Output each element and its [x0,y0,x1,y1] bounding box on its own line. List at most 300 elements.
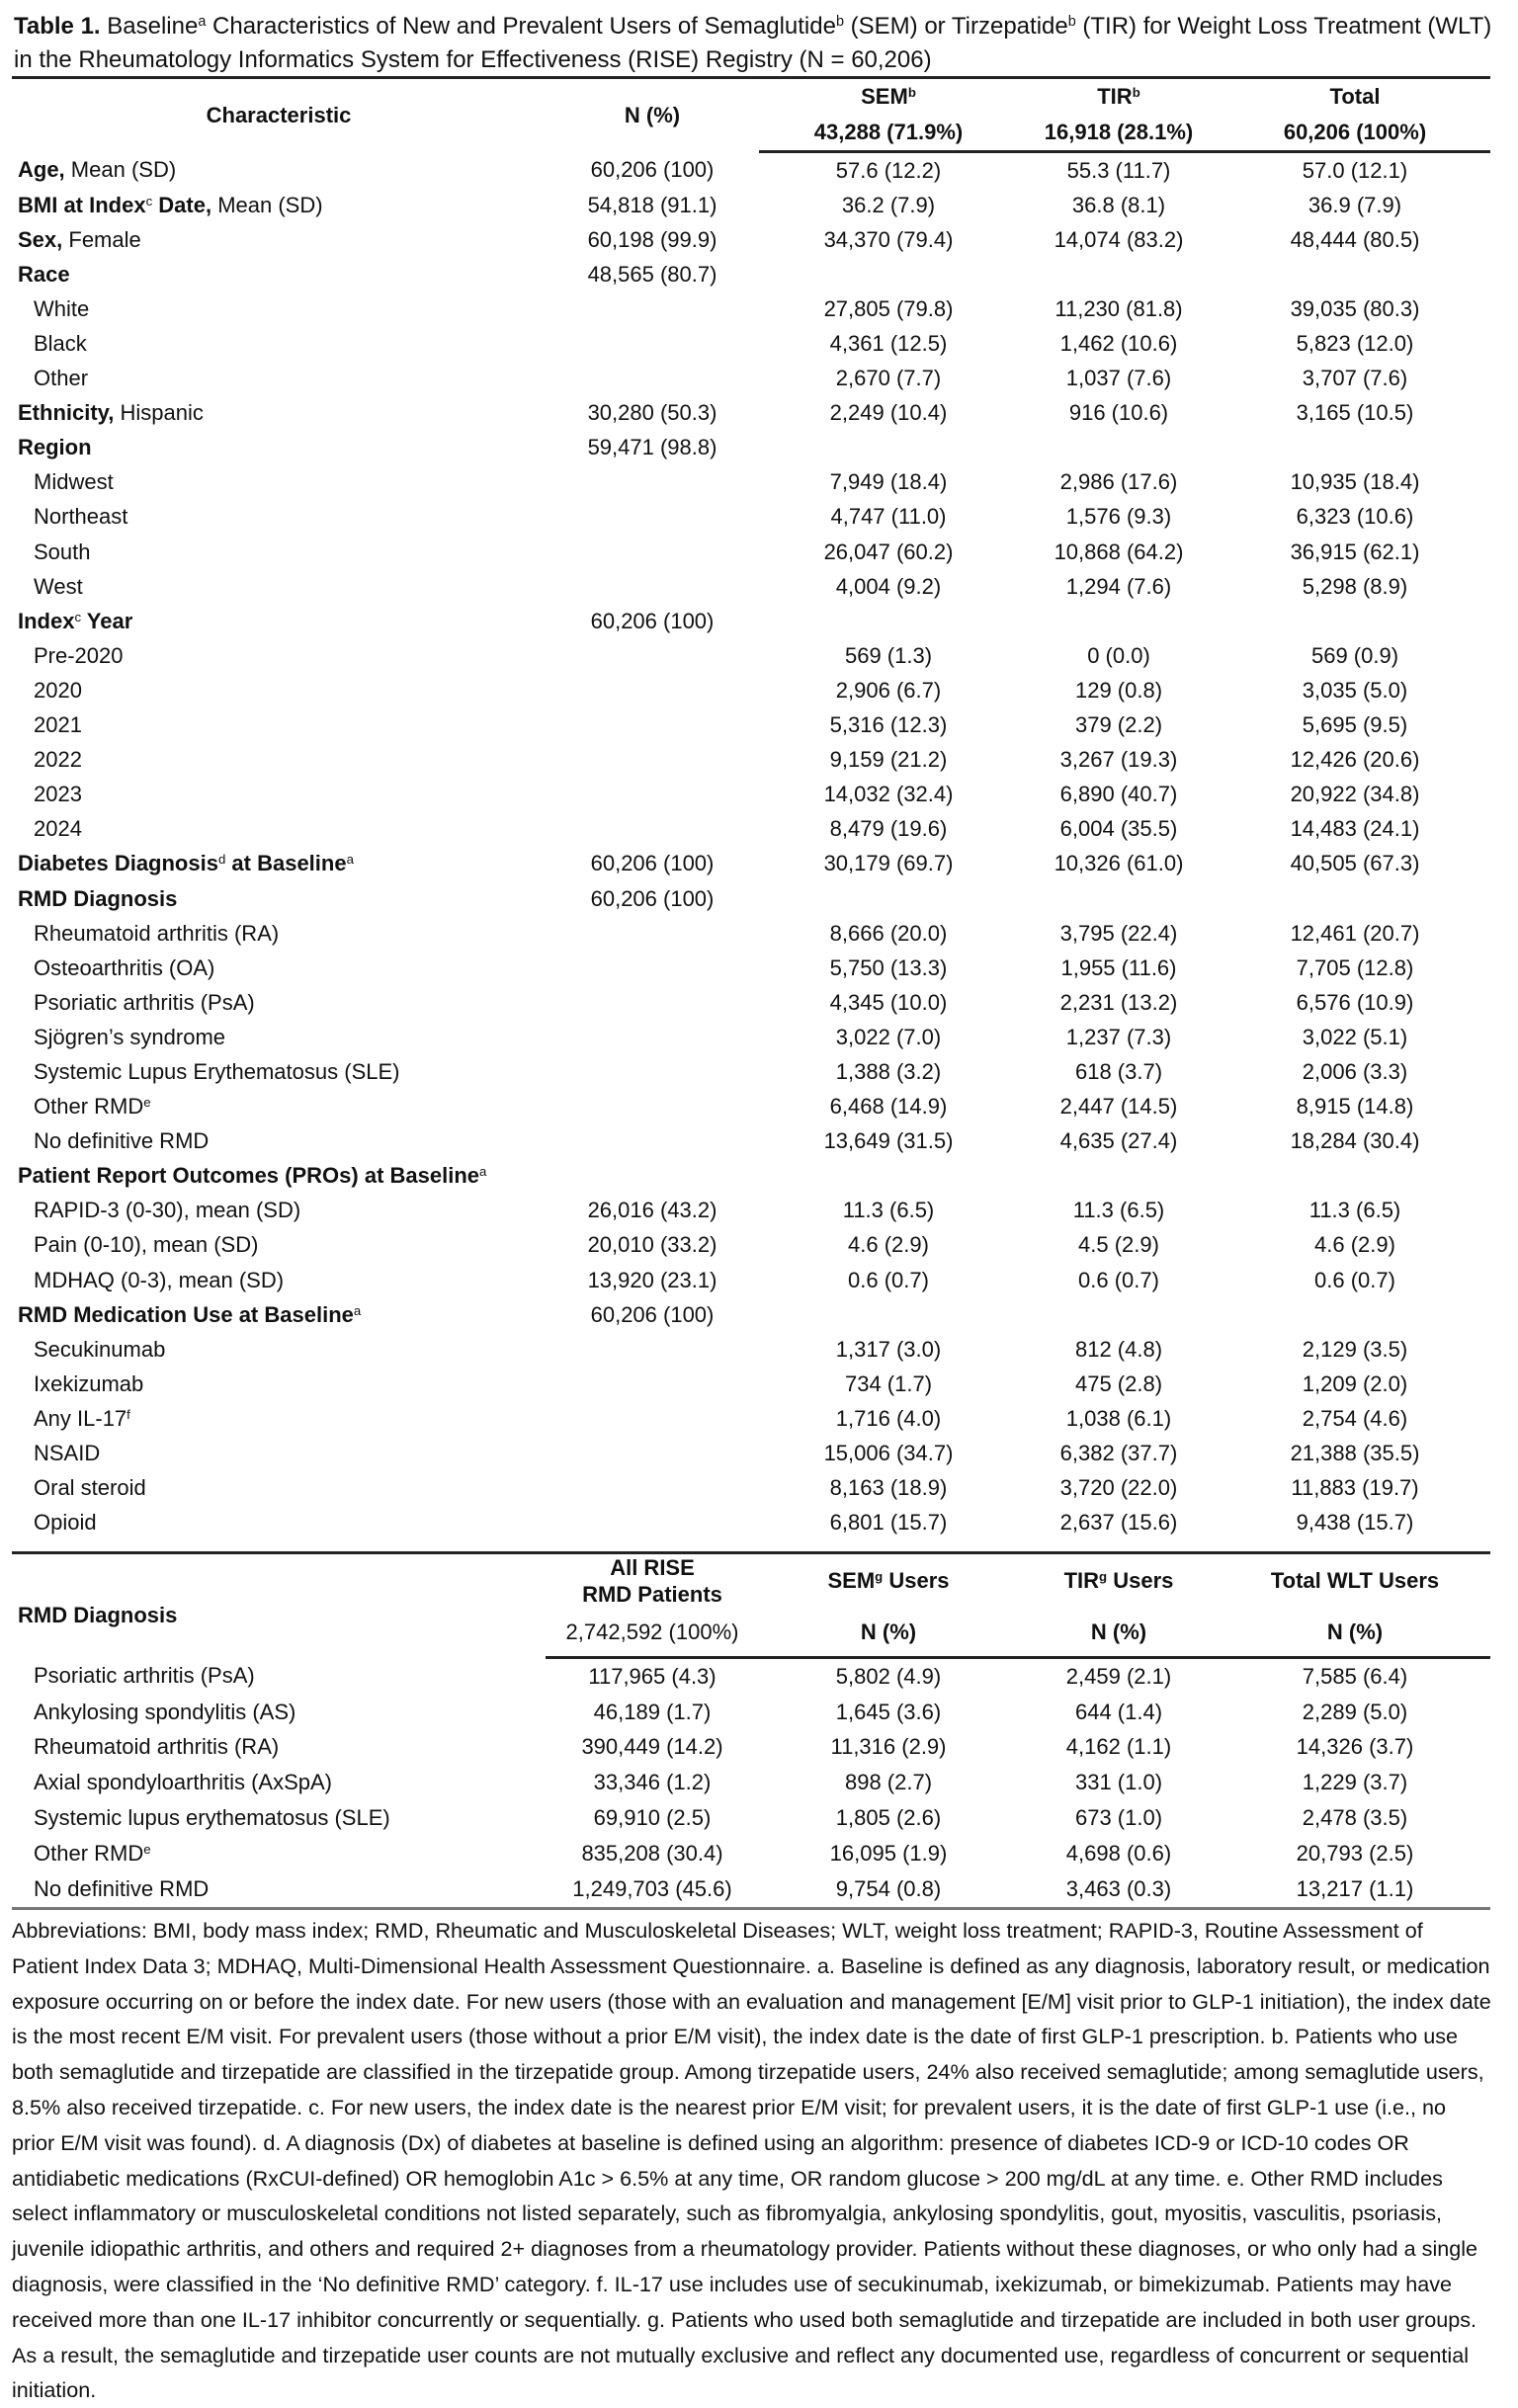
cell-tir: 618 (3.7) [1074,1058,1163,1084]
cell-sem: 5,802 (4.9) [835,1663,942,1689]
cell-n: 60,206 (100) [590,1301,715,1327]
header-all-rise-line1: All RISE [610,1555,695,1580]
cell-tot: 3,707 (7.6) [1302,366,1408,391]
table-row [12,326,1490,361]
label-text: Patient Report Outcomes (PROs) at Baseline [18,1163,479,1189]
label-text: MDHAQ (0-3), mean (SD) [34,1267,285,1292]
header-sem-n: 43,288 (71.9%) [759,115,1018,152]
label-text: Pain (0-10), mean (SD) [34,1232,259,1258]
cell-sem: 13,649 (31.5) [823,1128,954,1154]
cell-n: 30,280 (50.3) [587,400,717,426]
cell-tir: 3,267 (19.3) [1059,747,1178,773]
cell-sem: 8,666 (20.0) [829,920,948,946]
cell-sem [759,604,1018,638]
cell-sem [759,1159,1018,1194]
cell-sem: 27,805 (79.8) [823,295,954,321]
label-text: (SEM) or Tirzepatide [843,13,1068,40]
cell-sem: 8,479 (19.6) [829,816,948,842]
table-row [12,222,1490,257]
cell-sem: 898 (2.7) [844,1770,933,1795]
cell-n: 26,016 (43.2) [587,1198,717,1223]
label-text: Any IL-17 [34,1405,127,1431]
label-text: Other [34,366,89,391]
table-footnote: Abbreviations: BMI, body mass index; RMD, Rheumatic and Musculoskeletal Diseases; WLT, weight loss treatment; RAPID-3, Routine Assessment of Patient Index Data 3; MDHAQ, Multi-Dimensional Health Assessment Questionnaire. a. Baseline is defined as any diagnosis, laboratory result, or medication exposure occurring on or before the index date. For new users (those with an evaluation and management [E/M] visit prior to GLP-1 initiation), the index date is the most recent E/M visit. For prevalent users (those without a prior E/M visit), the index date is the date of first GLP-1 prescription. b. Patients who use both semaglutide and tirzepatide are classified in the tirzepatide group. Among tirzepatide users, 24% also received semaglutide; among semaglutide users, 8.5% also received tirzepatide. c. For new users, the index date is the nearest prior E/M visit; for prevalent users, it is the date of first GLP-1 use (i.e., no prior E/M visit was found). d. A diagnosis (Dx) of diabetes at baseline is defined using an algorithm: presence of diabetes ICD-9 or ICD-10 codes OR antidiabetic medications (RxCUI-defined) OR hemoglobin A1c > 6.5% at any time, OR random glucose > 200 mg/dL at any time. e. Other RMD includes select inflammatory or musculoskeletal conditions not listed separately, such as fibromyalgia, ankylosing spondylitis, gout, myositis, vasculitis, psoriasis, juvenile idiopathic arthritis, and others and required 2+ diagnoses from a rheumatology provider. Patients without these diagnoses, or who only had a single diagnosis, were classified in the ‘No definitive RMD’ category. f. IL-17 use includes use of secukinumab, ixekizumab, or bimekizumab. Patients may have received more than one IL-17 inhibitor concurrently or sequentially. g. Patients who used both semaglutide and tirzepatide are included in both user groups. As a result, the semaglutide and tirzepatide user counts are not mutually exclusive and reflect any documented use, regardless of concurrent or sequential initiation. [12,1918,1491,2403]
table-row [12,708,1490,743]
cell-n: 60,206 (100) [590,156,715,182]
table-row [12,951,1490,985]
header-tir-sup: b [1132,84,1140,100]
cell-tir: 331 (1.0) [1074,1770,1163,1795]
cell-n: 835,208 (30.4) [581,1840,723,1866]
cell-n: 20,010 (33.2) [587,1232,717,1258]
label-text: South [34,539,91,564]
table-row [12,743,1490,778]
cell-sem: 2,249 (10.4) [829,400,948,426]
row-label [12,431,546,465]
label-text: Systemic Lupus Erythematosus (SLE) [34,1058,400,1084]
cell-tot: 5,298 (8.9) [1302,573,1408,599]
cell-sem [759,1297,1018,1332]
cell-sem: 0.6 (0.7) [848,1267,929,1292]
cell-tot: 3,035 (5.0) [1302,677,1408,703]
cell-n [546,1436,759,1470]
row-label [12,222,546,257]
footnote-marker: a [198,14,207,31]
header-sem-label: SEM [861,84,908,109]
row-label [12,916,546,951]
cell-tot: 40,505 (67.3) [1290,851,1420,876]
table-row [12,1090,1490,1124]
cell-sem [759,431,1018,465]
cell-tir: 6,382 (37.7) [1059,1441,1178,1466]
table-row [12,1263,1490,1297]
label-text: BMI at Index [18,192,146,217]
row-label [12,291,546,326]
table-caption [14,13,1491,73]
row-label [12,500,546,535]
row-label [12,1020,546,1054]
cell-n [546,812,759,847]
cell-tir [1018,1297,1220,1332]
table-row [12,500,1490,535]
cell-sem: 6,468 (14.9) [829,1094,948,1120]
row-label [12,362,546,396]
footnote-marker: d [217,852,226,868]
footnote-marker: c [74,609,82,624]
row-label [12,1836,546,1871]
table-row [12,465,1490,500]
row-label [12,847,546,881]
cell-n: 117,965 (4.3) [588,1663,717,1689]
table-row [12,1367,1490,1401]
cell-tir: 3,795 (22.4) [1059,920,1178,946]
header-total-wlt: Total WLT Users [1220,1553,1490,1609]
table-row [12,1695,1490,1730]
label-text: Index [18,608,75,633]
row-label [12,1054,546,1089]
label-text: West [34,573,83,599]
cell-n [546,916,759,951]
table-row [12,1800,1490,1836]
cell-n [546,1159,759,1194]
cell-tot: 2,006 (3.3) [1302,1058,1408,1084]
cell-tir: 4,162 (1.1) [1065,1734,1172,1760]
cell-n: 59,471 (98.8) [587,435,717,460]
row-label [12,1506,546,1540]
table-row [12,604,1490,638]
label-text: Age, [18,156,65,182]
table-row [12,188,1490,222]
cell-tir: 916 (10.6) [1068,400,1169,426]
table-row [12,152,1490,189]
cell-tot: 2,478 (3.5) [1302,1805,1408,1831]
cell-n: 60,206 (100) [590,851,715,876]
label-text: 2024 [34,816,82,842]
label-text: Systemic lupus erythematosus (SLE) [34,1805,390,1831]
cell-n: 69,910 (2.5) [593,1805,712,1831]
label-text: Psoriatic arthritis (PsA) [34,1663,255,1689]
row-label [12,1401,546,1436]
header-characteristic: Characteristic [12,78,546,152]
header-sem [759,78,1018,116]
cell-tir: 2,231 (13.2) [1059,989,1178,1015]
header-sem-sup: b [907,84,916,100]
cell-tir: 36.8 (8.1) [1071,192,1166,217]
table-row [12,535,1490,569]
cell-n [546,1090,759,1124]
cell-tir: 2,459 (2.1) [1065,1663,1172,1689]
footnote-marker: b [835,14,844,31]
row-label [12,985,546,1020]
row-label [12,951,546,985]
header-tir-sup: g [1099,1568,1108,1584]
table-row [12,1401,1490,1436]
cell-tot [1220,1297,1490,1332]
cell-n [546,673,759,707]
table-row [12,1124,1490,1159]
label-text: NSAID [34,1441,101,1466]
row-label [12,1297,546,1332]
row-label [12,1800,546,1836]
cell-n [546,1020,759,1054]
label-text: Midwest [34,469,114,495]
cell-tot: 36,915 (62.1) [1290,539,1420,564]
cell-tot: 18,284 (30.4) [1290,1128,1420,1154]
cell-n [546,1332,759,1367]
cell-tot: 2,754 (4.6) [1302,1405,1408,1431]
footnote-marker: b [1067,14,1076,31]
cell-tir [1018,1159,1220,1194]
label-text: at Baseline [225,851,347,876]
cell-tir: 475 (2.8) [1074,1370,1163,1396]
label-text: Oral steroid [34,1475,146,1501]
cell-n [546,1367,759,1401]
cell-tot: 7,585 (6.4) [1302,1663,1408,1689]
row-label [12,1730,546,1766]
row-label [12,743,546,778]
label-text: Characteristics of New and Prevalent Users of Semaglutide [206,13,836,40]
cell-tir: 11.3 (6.5) [1072,1198,1165,1223]
label-text: (TIR) for Weight Loss Treatment (WLT) in the Rheumatology Informatics System for Effectiveness (RISE) Registry (N = 60,206) [14,13,1492,73]
cell-sem: 16,095 (1.9) [829,1840,948,1866]
cell-tot: 5,695 (9.5) [1302,712,1408,738]
header-all-rise [546,1553,759,1609]
label-text: RAPID-3 (0-30), mean (SD) [34,1198,301,1223]
footnote-marker: e [143,1841,151,1857]
footnote-marker: a [479,1164,487,1180]
footnote-marker: a [346,852,354,868]
cell-tir: 812 (4.8) [1074,1336,1163,1362]
cell-sem: 1,317 (3.0) [835,1336,942,1362]
cell-sem: 1,645 (3.6) [835,1699,942,1724]
row-label [12,1332,546,1367]
cell-sem: 4,345 (10.0) [829,989,948,1015]
row-label [12,1124,546,1159]
cell-sem: 14,032 (32.4) [823,782,954,807]
footnote-marker: c [145,193,153,208]
table-row [12,1765,1490,1800]
cell-n: 1,249,703 (45.6) [546,1871,759,1908]
row-label [12,1658,546,1695]
table-row [12,362,1490,396]
label-text: Region [18,435,92,460]
cell-tir: 1,576 (9.3) [1065,504,1172,530]
cell-tot: 36.9 (7.9) [1307,192,1402,217]
cell-tot: 11,883 (19.7) [1291,1475,1419,1501]
label-text: Psoriatic arthritis (PsA) [34,989,255,1015]
table-row [12,396,1490,431]
row-label [12,535,546,569]
row-label [12,881,546,916]
header-total: Total [1220,78,1490,116]
label-text: Rheumatoid arthritis (RA) [34,920,280,946]
header-sem-sup: g [875,1568,884,1584]
footnote-marker: e [143,1094,151,1110]
label-text: Hispanic [114,400,204,426]
cell-sem: 7,949 (18.4) [829,469,948,495]
header-tir-users-label: Users [1107,1568,1174,1593]
cell-tir: 4.5 (2.9) [1078,1232,1159,1258]
cell-sem: 8,163 (18.9) [829,1475,948,1501]
cell-tir: 1,955 (11.6) [1060,955,1177,980]
label-text: Opioid [34,1510,97,1536]
cell-n: 54,818 (91.1) [587,192,717,217]
table-row [12,257,1490,291]
label-text: Other RMD [34,1094,144,1120]
cell-tot: 48,444 (80.5) [1290,226,1420,252]
cell-tir: 379 (2.2) [1074,712,1163,738]
table-row [12,985,1490,1020]
row-label [12,326,546,361]
table-row [12,1436,1490,1470]
label-text: Race [18,261,70,287]
cell-n [546,1054,759,1089]
label-text: Mean (SD) [211,192,323,217]
cell-tot: 1,229 (3.7) [1302,1770,1408,1795]
label-text: RMD Medication Use at Baseline [18,1301,354,1327]
cell-tot [1220,1159,1490,1194]
label-text: Sjögren’s syndrome [34,1024,226,1049]
cell-sem: 4.6 (2.9) [848,1232,929,1258]
row-label [12,1194,546,1228]
header-tir-label: TIR [1063,1568,1100,1593]
cell-n: 33,346 (1.2) [593,1770,712,1795]
cell-tir: 3,720 (22.0) [1059,1475,1178,1501]
table-row [12,1506,1490,1540]
cell-tir: 1,294 (7.6) [1065,573,1172,599]
cell-sem: 1,388 (3.2) [835,1058,942,1084]
row-label [12,1263,546,1297]
cell-sem: 15,006 (34.7) [823,1441,954,1466]
cell-n [546,951,759,985]
row-label [12,812,546,847]
cell-n [546,985,759,1020]
cell-sem: 1,716 (4.0) [835,1405,942,1431]
row-label [12,1090,546,1124]
cell-n [546,638,759,673]
cell-n [546,326,759,361]
table-row [12,638,1490,673]
cell-sem: 57.6 (12.2) [835,157,942,183]
cell-sem: 11.3 (6.5) [842,1198,935,1223]
label-text: No definitive RMD [34,1128,210,1154]
table-title [14,10,1496,77]
cell-tot [1220,257,1490,291]
header-tir-n: 16,918 (28.1%) [1018,115,1220,152]
cell-tot: 12,426 (20.6) [1290,747,1420,773]
label-text: Ixekizumab [34,1370,144,1396]
label-text: Date, [152,192,212,217]
table-row [12,778,1490,812]
cell-tir: 1,237 (7.3) [1065,1024,1172,1049]
cell-sem: 30,179 (69.7) [823,851,954,876]
cell-n: 60,198 (99.9) [587,226,717,252]
cell-tir [1018,431,1220,465]
label-text: Mean (SD) [64,156,177,182]
header-sem-users [759,1553,1018,1609]
header-tir [1018,78,1220,116]
label-text: Black [34,331,87,357]
cell-tot: 3,022 (5.1) [1302,1024,1408,1049]
cell-tir: 644 (1.4) [1074,1699,1163,1724]
row-label [12,708,546,743]
cell-tot: 3,165 (10.5) [1296,400,1414,426]
table-row [12,569,1490,604]
cell-tir: 2,986 (17.6) [1059,469,1178,495]
row-label [12,569,546,604]
header-sem-users-label: Users [883,1568,950,1593]
cell-tir: 55.3 (11.7) [1066,157,1171,183]
table-row [12,1297,1490,1332]
cell-sem: 11,316 (2.9) [830,1734,947,1760]
row-label [12,1228,546,1263]
cell-n: 60,206 (100) [590,608,715,633]
table-row [12,1332,1490,1367]
cell-sem: 34,370 (79.4) [823,226,954,252]
row-label [12,604,546,638]
row-label [12,152,546,189]
cell-tot: 14,483 (24.1) [1290,816,1420,842]
cell-tot [1220,604,1490,638]
cell-tot: 10,935 (18.4) [1290,469,1420,495]
cell-tir: 10,326 (61.0) [1054,851,1184,876]
cell-tir: 1,038 (6.1) [1065,1405,1172,1431]
cell-n [546,1124,759,1159]
header-tir-users [1018,1553,1220,1609]
cell-tot: 0.6 (0.7) [1314,1267,1395,1292]
header-sem-n: N (%) [759,1608,1018,1658]
cell-n [546,362,759,396]
label-text: Ethnicity, [18,400,115,426]
footnote-marker: a [353,1302,362,1318]
cell-sem [759,881,1018,916]
cell-n [546,743,759,778]
cell-tot: 57.0 (12.1) [1302,157,1408,183]
label-text: Diabetes Diagnosis [18,851,218,876]
table-row [12,1020,1490,1054]
cell-tot: 14,326 (3.7) [1296,1734,1414,1760]
cell-tir: 0 (0.0) [1087,642,1150,668]
cell-tot: 569 (0.9) [1310,642,1399,668]
cell-tot: 11.3 (6.5) [1308,1198,1401,1223]
cell-sem: 9,754 (0.8) [759,1871,1018,1908]
cell-tir: 6,890 (40.7) [1059,782,1178,807]
cell-sem: 4,361 (12.5) [829,331,948,357]
cell-n [546,465,759,500]
row-label [12,1367,546,1401]
cell-sem: 1,805 (2.6) [835,1805,942,1831]
cell-n [546,535,759,569]
cell-sem: 2,670 (7.7) [835,366,942,391]
rmd-diagnosis-table [12,1551,1490,1910]
cell-n [546,1471,759,1506]
cell-n [546,1506,759,1540]
cell-tot: 8,915 (14.8) [1296,1094,1414,1120]
baseline-characteristics-table [12,76,1490,1540]
table-number: Table 1. [14,13,101,40]
cell-tir: 4,635 (27.4) [1059,1128,1178,1154]
table-row [12,431,1490,465]
table-row [12,916,1490,951]
table-row [12,1730,1490,1766]
cell-n: 60,206 (100) [590,885,715,911]
cell-tir: 2,447 (14.5) [1059,1094,1178,1120]
label-text: No definitive RMD [34,1875,210,1901]
row-label [12,1159,546,1194]
cell-tir: 1,462 (10.6) [1059,331,1178,357]
cell-sem: 569 (1.3) [844,642,933,668]
cell-n: 48,565 (80.7) [587,261,717,287]
cell-tir: 0.6 (0.7) [1078,1267,1159,1292]
row-label [12,778,546,812]
cell-sem: 26,047 (60.2) [823,539,954,564]
cell-sem: 6,801 (15.7) [829,1510,948,1536]
cell-tot: 20,922 (34.8) [1290,782,1420,807]
header-all-rise-n: 2,742,592 (100%) [546,1608,759,1658]
row-label [12,673,546,707]
header-total-n: 60,206 (100%) [1220,115,1490,152]
cell-tir: 14,074 (83.2) [1054,226,1184,252]
header-all-rise-line2: RMD Patients [582,1582,722,1607]
table-row [12,1658,1490,1695]
label-text: Axial spondyloarthritis (AxSpA) [34,1770,333,1795]
row-label [12,1436,546,1470]
cell-sem: 734 (1.7) [844,1370,933,1396]
table-row [12,812,1490,847]
row-label [12,638,546,673]
footnote-marker: f [126,1406,130,1422]
cell-tot: 12,461 (20.7) [1290,920,1420,946]
